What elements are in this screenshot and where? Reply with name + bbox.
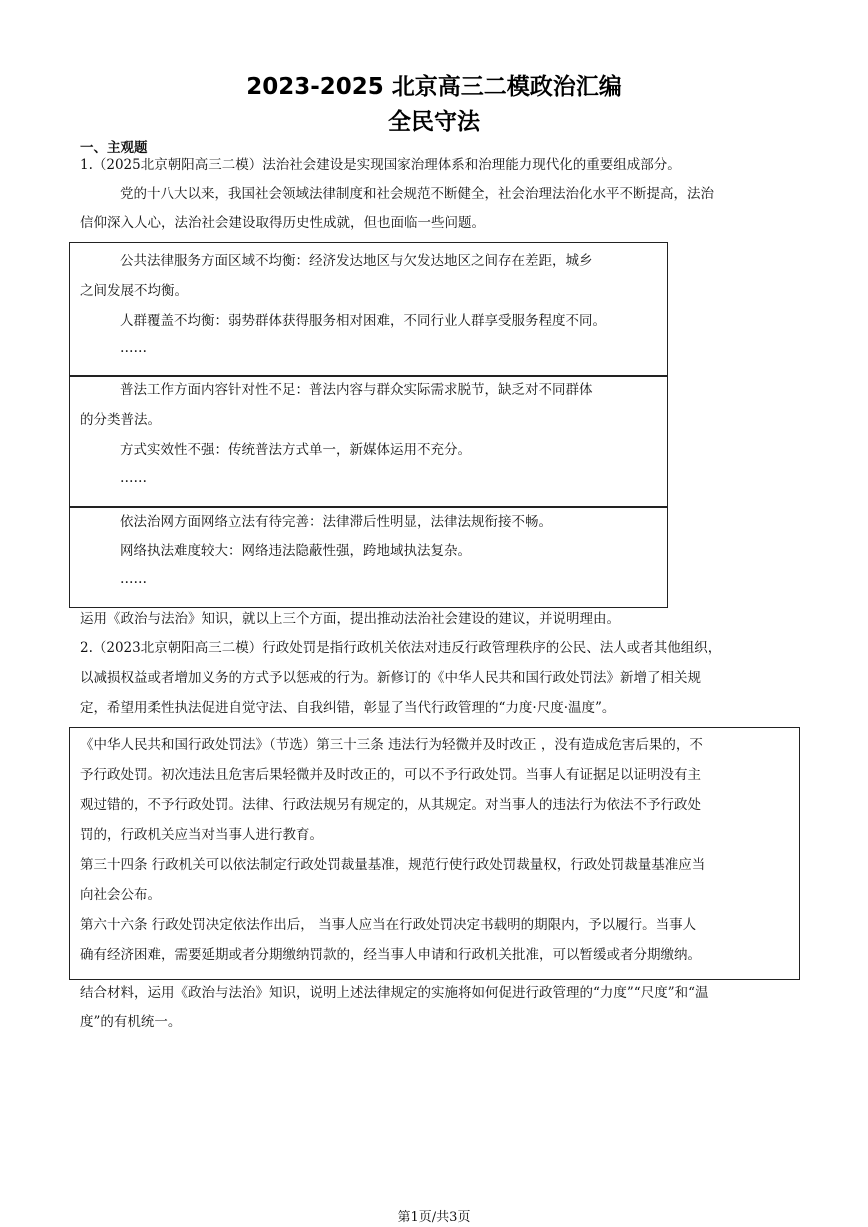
box-line: 普法工作方面内容针对性不足：普法内容与群众实际需求脱节，缺乏对不同群体	[120, 382, 593, 398]
box-line: 人群覆盖不均衡：弱势群体获得服务相对困难，不同行业人群享受服务程度不同。	[120, 313, 606, 329]
q1-paragraph-line: 信仰深入人心，法治社会建设取得历史性成就，但也面临一些问题。	[80, 215, 485, 231]
box-line: 确有经济困难，需要延期或者分期缴纳罚款的，经当事人申请和行政机关批准，可以暂缓或者分期缴纳。	[80, 947, 701, 963]
box-ellipsis: ……	[120, 470, 147, 486]
page-number-footer: 第1页/共3页	[397, 1210, 471, 1225]
box-ellipsis: ……	[120, 571, 147, 587]
document-subtitle: 全民守法	[388, 109, 480, 135]
box-line: 向社会公布。	[80, 887, 161, 903]
box-line: 第六十六条 行政处罚决定依法作出后， 当事人应当在行政处罚决定书载明的期限内，予以履行。当事人	[80, 917, 697, 933]
section-heading: 一、主观题	[80, 140, 148, 156]
box-line: 观过错的，不予行政处罚。法律、行政法规另有规定的，从其规定。对当事人的违法行为依法不予行政处	[80, 797, 701, 813]
box-line: 第三十四条 行政机关可以依法制定行政处罚裁量基准，规范行使行政处罚裁量权，行政处罚裁量基准应当	[80, 857, 706, 873]
box-line: 予行政处罚。初次违法且危害后果轻微并及时改正的，可以不予行政处罚。当事人有证据足以证明没有主	[80, 767, 701, 783]
q2-intro-line: 定，希望用柔性执法促进自觉守法、自我纠错，彰显了当代行政管理的“力度·尺度·温度”。	[80, 700, 616, 716]
box-line: 罚的，行政机关应当对当事人进行教育。	[80, 827, 323, 843]
box-line: 依法治网方面网络立法有待完善：法律滞后性明显，法律法规衔接不畅。	[120, 514, 552, 530]
q2-question-line: 结合材料，运用《政治与法治》知识，说明上述法律规定的实施将如何促进行政管理的“力度”“尺度”和“温	[80, 985, 709, 1001]
box-line: 的分类普法。	[80, 412, 161, 428]
box-ellipsis: ……	[120, 340, 147, 356]
document-title: 2023-2025 北京高三二模政治汇编	[246, 74, 622, 100]
q2-intro-line: 2.（2023北京朝阳高三二模）行政处罚是指行政机关依法对违反行政管理秩序的公民、法人或者其他组织，	[80, 640, 722, 656]
q2-intro-line: 以减损权益或者增加义务的方式予以惩戒的行为。新修订的《中华人民共和国行政处罚法》新增了相关规	[80, 670, 701, 686]
box-line: 《中华人民共和国行政处罚法》（节选）第三十三条 违法行为轻微并及时改正 ，没有造成危害后果的，不	[80, 737, 703, 753]
box-line: 公共法律服务方面区域不均衡：经济发达地区与欠发达地区之间存在差距，城乡	[120, 253, 593, 269]
q2-question-line: 度”的有机统一。	[80, 1014, 182, 1030]
q1-intro: 1.（2025北京朝阳高三二模）法治社会建设是实现国家治理体系和治理能力现代化的重要组成部分。	[80, 157, 681, 173]
q1-question: 运用《政治与法治》知识，就以上三个方面，提出推动法治社会建设的建议，并说明理由。	[80, 611, 620, 627]
q1-paragraph-line: 党的十八大以来，我国社会领域法律制度和社会规范不断健全，社会治理法治化水平不断提高，法治	[120, 186, 714, 202]
box-line: 网络执法难度较大：网络违法隐蔽性强，跨地域执法复杂。	[120, 543, 471, 559]
box-line: 方式实效性不强：传统普法方式单一，新媒体运用不充分。	[120, 442, 471, 458]
q2-law-excerpt-box	[69, 727, 800, 980]
box-line: 之间发展不均衡。	[80, 283, 188, 299]
